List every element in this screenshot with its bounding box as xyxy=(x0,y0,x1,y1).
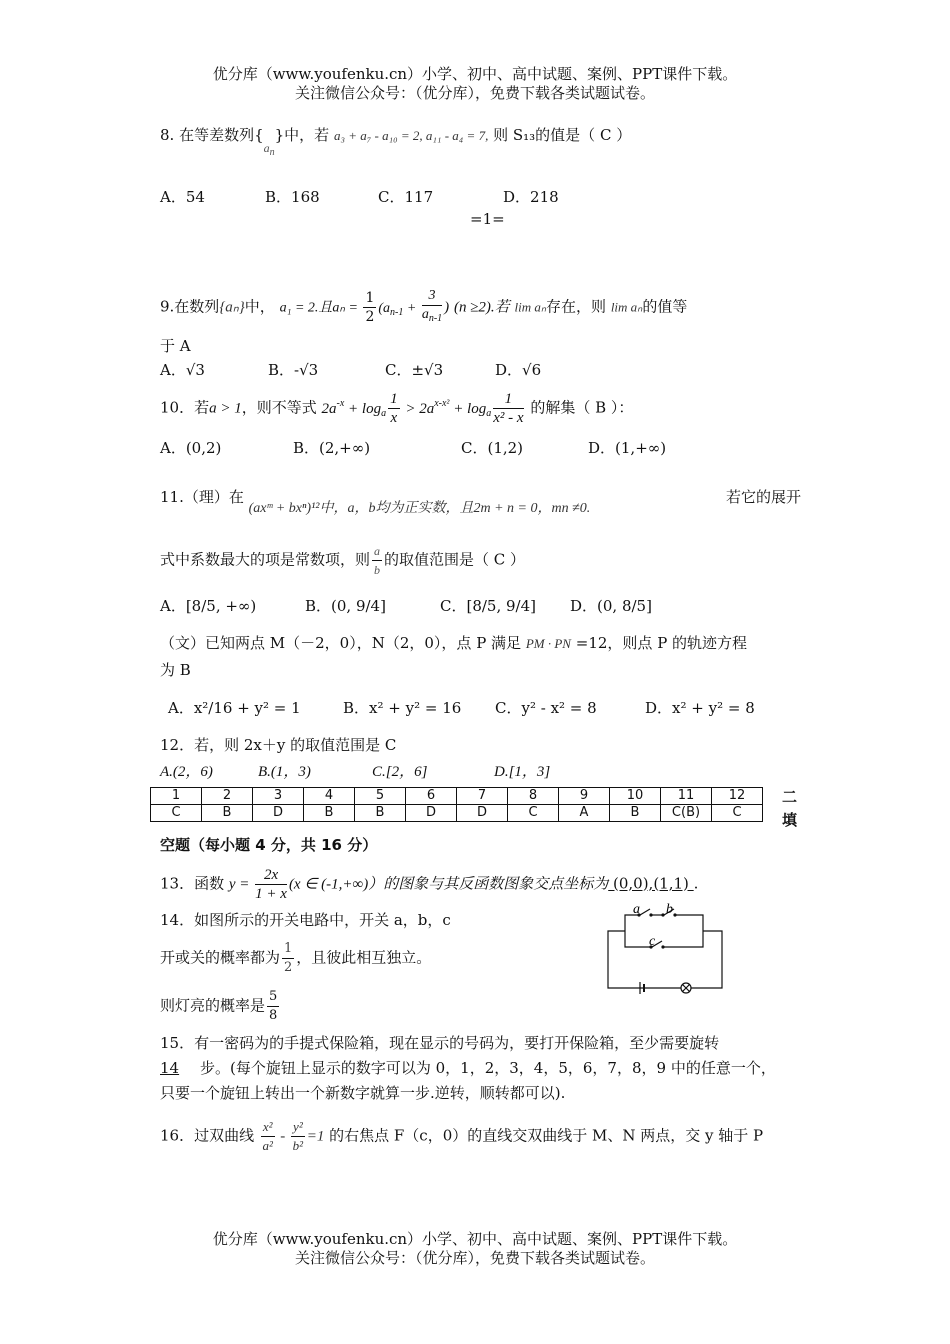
q8-option-c: C．117 xyxy=(378,188,434,206)
q15-line2: 14 步。(每个旋钮上显示的数字可以为 0，1，2，3，4，5，6，7，8，9 中的任意一个， xyxy=(160,1059,776,1077)
q11-line2: 式中系数最大的项是常数项，则 $\frac{a}{b}$ 的取值范围是（ C ） xyxy=(160,544,526,577)
question-9: 9.在数列{aₙ}中， a₁ = 2.且aₙ = $\frac{1}{2}$ ($a_{n-1}$ + $\frac{3}{a_{n-1}}$ ) (n ≥2).若 lim aₙ存在，则 lim aₙ的值等 xyxy=(160,288,688,325)
q11-wen-option-a: A．x²/16 + y² = 1 xyxy=(168,699,301,717)
q11-option-d: D．(0, 8/5] xyxy=(570,597,652,615)
q9-option-d: D．√6 xyxy=(495,361,542,379)
answer-letter: D xyxy=(457,805,508,822)
footer-line-2: 关注微信公众号：（优分库），免费下载各类试题试卷。 xyxy=(294,1249,655,1267)
answer-number: 10 xyxy=(610,788,661,805)
question-10: 10．若a > 1，则不等式 $2a^{-x} + \log_a$ $\frac{1}{x}$ > $2a^{x-x^2} + \log_a$ $\frac{1}{\text{x² - x}}$ 的解集（ B ）： xyxy=(160,391,634,426)
answer-letter: A xyxy=(559,805,610,822)
question-8: 8. 在等差数列$\{_{a_n}\}$中，若 a₃ + a₇ - a₁₀ = 2, a₁₁ - a₄ = 7, 则 S₁₃的值是（ C ） xyxy=(160,126,632,158)
q11-wen-option-b: B．x² + y² = 16 xyxy=(343,699,462,717)
q14-line1: 14．如图所示的开关电路中，开关 a，b，c xyxy=(160,911,451,929)
question-12: 12．若，则 2x＋y 的取值范围是 C xyxy=(160,736,397,754)
q13-answer: (0,0),(1,1) xyxy=(608,874,694,893)
q12-option-c: C.[2，6] xyxy=(372,764,428,780)
answer-number: 8 xyxy=(508,788,559,805)
answer-letter: C(B) xyxy=(661,805,712,822)
q12-option-a: A.(2，6) xyxy=(160,764,213,780)
switch-circuit-diagram xyxy=(600,895,730,1000)
section-side-1: 二 xyxy=(782,788,798,806)
answer-number-row xyxy=(151,788,763,805)
answer-number: 12 xyxy=(712,788,763,805)
answer-letter: D xyxy=(253,805,304,822)
answer-letter: B xyxy=(202,805,253,822)
q11-wen-line1: （文）已知两点 M（－2，0），N（2，0），点 P 满足 PM · PN =12，则点 P 的轨迹方程 xyxy=(160,634,748,652)
q14-line2: 开或关的概率都为 $\frac{1}{2}$ ，且彼此相互独立。 xyxy=(160,941,432,975)
answer-letter-row xyxy=(151,805,763,822)
answer-letter: B xyxy=(610,805,661,822)
q12-option-d: D.[1，3] xyxy=(494,764,551,780)
q8-option-d: D．218 xyxy=(503,188,559,206)
answer-number: 2 xyxy=(202,788,253,805)
q11-suffix: 若它的展开 xyxy=(726,488,802,506)
answer-letter: B xyxy=(355,805,406,822)
switch-a-label: a xyxy=(633,902,640,917)
answer-table xyxy=(150,787,763,822)
answer-number: 11 xyxy=(661,788,712,805)
q15-answer: 14 xyxy=(160,1059,180,1077)
question-13: 13．函数 y = $\frac{2x}{1 + x}$ (x ∈ (-1,+∞)）的图象与其反函数图象交点坐标为 (0,0),(1,1) . xyxy=(160,867,699,902)
answer-letter: C xyxy=(712,805,763,822)
answer-number: 9 xyxy=(559,788,610,805)
q14-line3: 则灯亮的概率是 $\frac{5}{8}$ xyxy=(160,989,278,1023)
q11-wen-option-c: C．y² - x² = 8 xyxy=(495,699,597,717)
q11-option-a: A．[8/5, +∞) xyxy=(160,597,257,615)
answer-number: 5 xyxy=(355,788,406,805)
answer-number: 1 xyxy=(151,788,202,805)
answer-letter: C xyxy=(151,805,202,822)
section-side-2: 填 xyxy=(782,811,798,829)
q11-wen-option-d: D．x² + y² = 8 xyxy=(645,699,755,717)
q9-line2: 于 A xyxy=(160,337,191,355)
footer-line-1: 优分库（www.youfenku.cn）小学、初中、高中试题、案例、PPT课件下载。 xyxy=(212,1230,738,1248)
q9-option-b: B．-√3 xyxy=(268,361,319,379)
answer-number: 4 xyxy=(304,788,355,805)
header-line-1: 优分库（www.youfenku.cn）小学、初中、高中试题、案例、PPT课件下载。 xyxy=(212,65,738,83)
q15-line3: 只要一个旋钮上转出一个新数字就算一步.逆转，顺转都可以). xyxy=(160,1084,566,1102)
q8-option-a: A．54 xyxy=(160,188,205,206)
section-title: 空题（每小题 4 分，共 16 分） xyxy=(160,836,378,854)
q11-option-b: B．(0, 9/4] xyxy=(305,597,386,615)
question-16: 16．过双曲线 $\frac{\text{x²}}{\text{a²}}$ - $\frac{\text{y²}}{\text{b²}}$ =1 的右焦点 F（c，0）的直线交双曲线于 M、N 两点，交 y 轴于 P xyxy=(160,1119,764,1153)
q10-option-a: A．(0,2) xyxy=(160,439,222,457)
q10-option-c: C．(1,2) xyxy=(461,439,524,457)
answer-letter: B xyxy=(304,805,355,822)
q10-option-d: D．(1,+∞) xyxy=(588,439,667,457)
answer-letter: C xyxy=(508,805,559,822)
q15-line1: 15．有一密码为的手提式保险箱，现在显示的号码为，要打开保险箱，至少需要旋转 xyxy=(160,1034,720,1052)
page-header xyxy=(0,65,950,103)
answer-number: 3 xyxy=(253,788,304,805)
q11-wen-line2: 为 B xyxy=(160,661,191,679)
q12-option-b: B.(1，3) xyxy=(258,764,311,780)
q10-option-b: B．(2,+∞) xyxy=(293,439,371,457)
answer-number: 6 xyxy=(406,788,457,805)
q11-option-c: C．[8/5, 9/4] xyxy=(440,597,536,615)
page-footer xyxy=(0,1230,950,1268)
q9-option-a: A．√3 xyxy=(160,361,205,379)
header-line-2: 关注微信公众号：（优分库），免费下载各类试题试卷。 xyxy=(294,84,655,102)
answer-number: 7 xyxy=(457,788,508,805)
question-11: 11.（理）在 (axᵐ + bxⁿ)¹²中，a，b均为正实数，且2m + n = 0，mn ≠0. xyxy=(160,488,591,516)
answer-letter: D xyxy=(406,805,457,822)
switch-b-label: b xyxy=(666,902,673,917)
stray-text: =1= xyxy=(470,210,505,228)
q9-option-c: C．±√3 xyxy=(385,361,444,379)
switch-c-label: c xyxy=(649,934,656,949)
q8-option-b: B．168 xyxy=(265,188,320,206)
